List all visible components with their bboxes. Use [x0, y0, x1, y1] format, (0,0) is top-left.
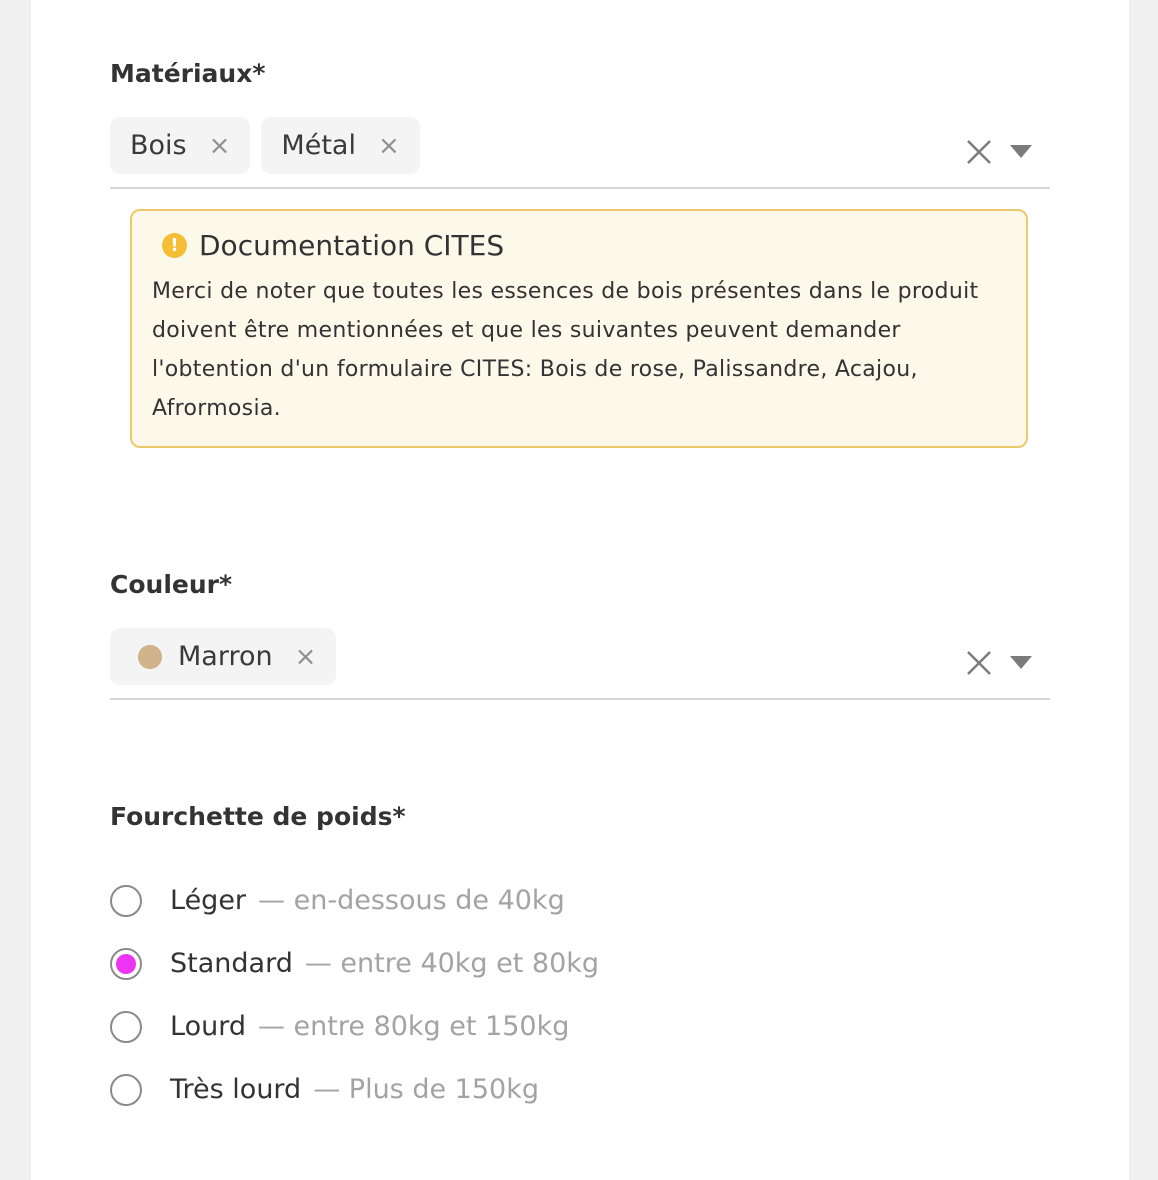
chip-label: Bois: [130, 130, 187, 161]
materials-select[interactable]: [110, 117, 1050, 189]
dropdown-caret-icon[interactable]: [1010, 656, 1032, 669]
alert-title: Documentation CITES: [199, 229, 505, 262]
color-swatch: [138, 645, 162, 669]
radio-option-lourd[interactable]: [110, 995, 1050, 1058]
materials-field: [110, 59, 1050, 189]
color-select[interactable]: [110, 628, 1050, 700]
radio-option-tres-lourd[interactable]: [110, 1058, 1050, 1121]
chip-bois: [110, 117, 250, 174]
radio-label: Léger: [170, 885, 247, 916]
clear-all-icon[interactable]: [966, 650, 992, 676]
radio-button[interactable]: [110, 1011, 142, 1043]
color-field: [110, 570, 1050, 700]
radio-button[interactable]: [110, 885, 142, 917]
color-chips: [110, 628, 336, 685]
remove-chip-icon[interactable]: ×: [208, 130, 231, 161]
chip-metal: [261, 117, 419, 174]
weight-radio-group: [110, 869, 1050, 1121]
chip-marron: [110, 628, 336, 685]
radio-description: — entre 40kg et 80kg: [304, 948, 600, 979]
radio-label: Standard: [170, 948, 293, 979]
dropdown-caret-icon[interactable]: [1010, 145, 1032, 158]
remove-chip-icon[interactable]: ×: [294, 641, 317, 672]
radio-option-standard[interactable]: [110, 932, 1050, 995]
chip-label: Marron: [178, 641, 273, 672]
remove-chip-icon[interactable]: ×: [377, 130, 400, 161]
color-label: Couleur*: [110, 570, 233, 599]
radio-description: — Plus de 150kg: [313, 1074, 539, 1105]
form-panel: [31, 0, 1129, 1180]
clear-all-icon[interactable]: [966, 139, 992, 165]
materials-label: Matériaux*: [110, 59, 266, 88]
weight-label: Fourchette de poids*: [110, 802, 406, 831]
radio-option-leger[interactable]: [110, 869, 1050, 932]
chip-label: Métal: [281, 130, 356, 161]
radio-description: — entre 80kg et 150kg: [257, 1011, 570, 1042]
radio-description: — en-dessous de 40kg: [258, 885, 565, 916]
materials-chips: [110, 117, 420, 174]
warning-icon: !: [162, 233, 187, 258]
alert-body: Merci de noter que toutes les essences de bois présentes dans le produit doivent être mentionnées et que les suivantes peuvent demander l'obtention d'un formulaire CITES: Bois de rose, Palissandre, Acajou, Afrormosia.: [152, 279, 979, 421]
radio-button-checked[interactable]: [110, 948, 142, 980]
radio-label: Lourd: [170, 1011, 246, 1042]
radio-label: Très lourd: [170, 1074, 302, 1105]
radio-button[interactable]: [110, 1074, 142, 1106]
weight-field: [110, 802, 1050, 1121]
alert-header: [152, 229, 1006, 262]
cites-alert: [130, 209, 1028, 448]
